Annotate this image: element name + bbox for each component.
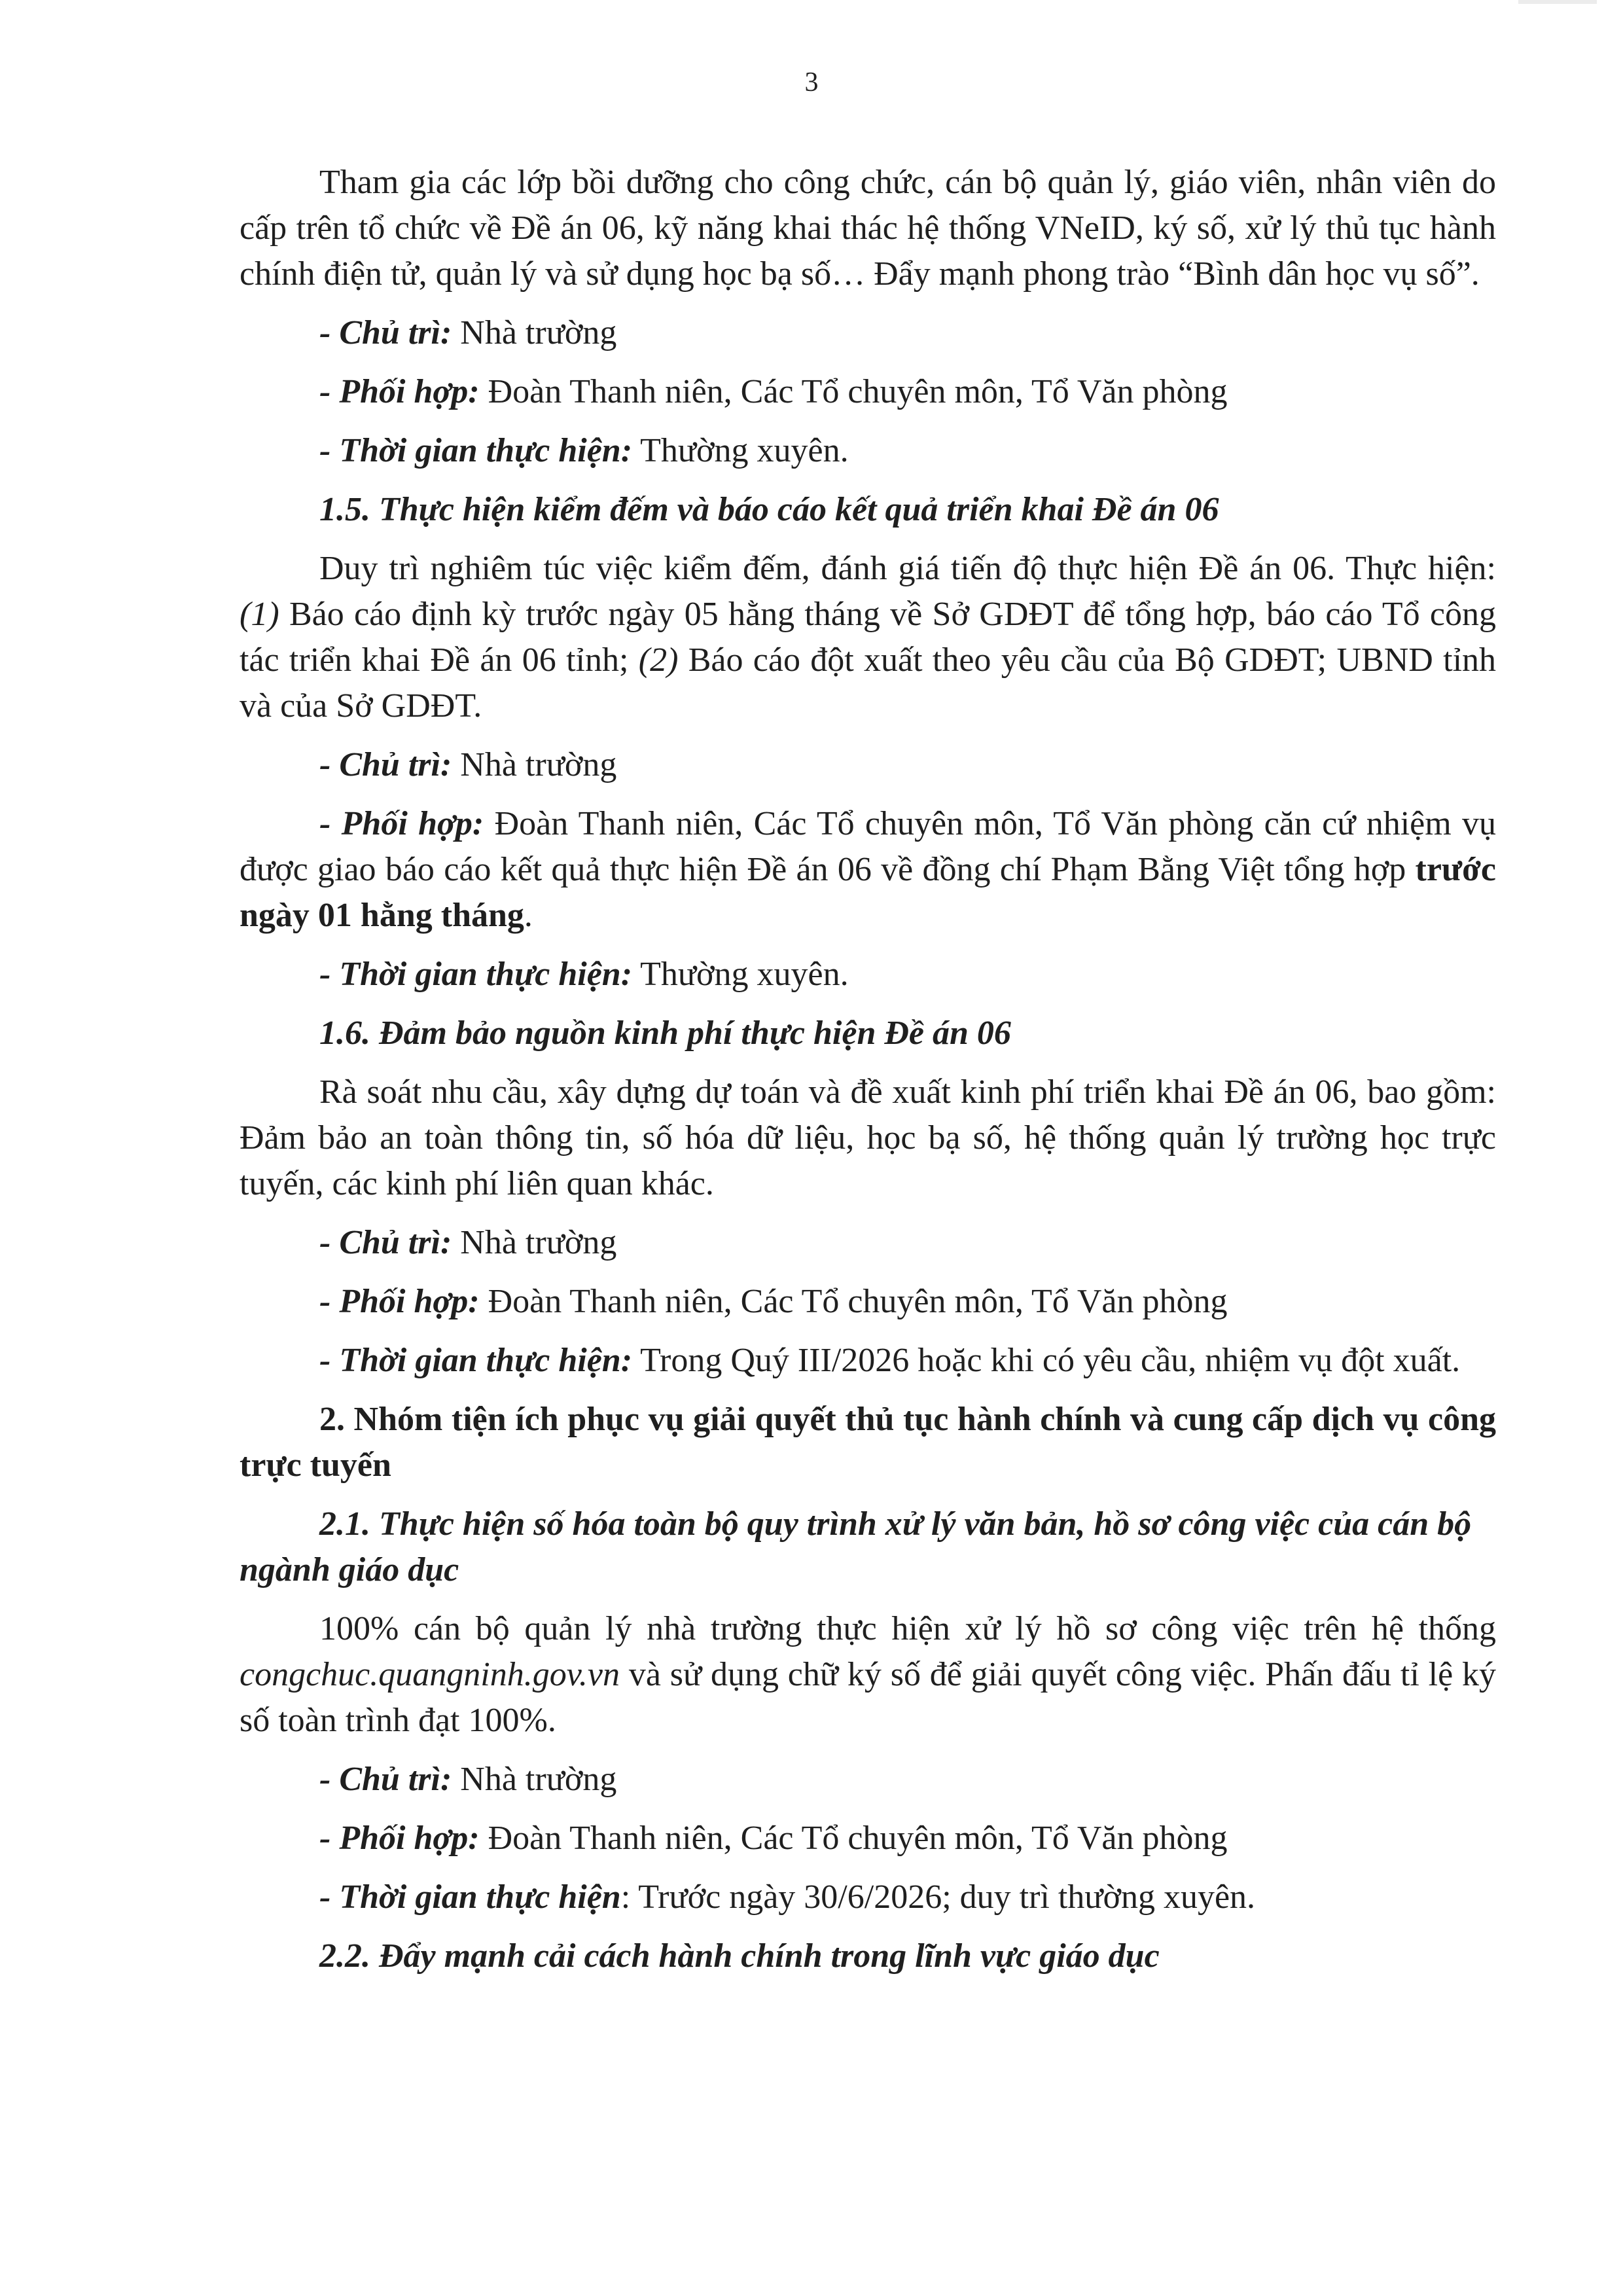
label-phoi-hop: - Phối hợp:	[319, 1820, 480, 1857]
reporting-text-b: Báo cáo định kỳ trước ngày 05 hằng tháng về Sở GDĐT để tổng hợp, báo cáo Tổ công tác triển khai Đề án 06 tỉnh;	[240, 596, 1497, 679]
paragraph-budget: Rà soát nhu cầu, xây dựng dự toán và đề xuất kinh phí triển khai Đề án 06, bao gồm: Đảm bảo an toàn thông tin, số hóa dữ liệu, học bạ số, hệ thống quản lý trường học trực tuyến, các kinh phí liên quan khác.	[240, 1073, 1496, 1202]
value-thoi-gian: Thường xuyên.	[640, 956, 849, 993]
system-domain: congchuc.quangninh.gov.vn	[240, 1656, 620, 1693]
label-chu-tri: - Chủ trì:	[319, 314, 452, 351]
document-body	[240, 160, 1496, 1992]
value-chu-tri: Nhà trường	[460, 1761, 617, 1798]
value-phoi-hop: Đoàn Thanh niên, Các Tổ chuyên môn, Tổ Văn phòng	[488, 1283, 1228, 1320]
label-phoi-hop: - Phối hợp:	[319, 373, 480, 410]
item-phoi-hop	[240, 369, 1496, 415]
value-phoi-hop: Đoàn Thanh niên, Các Tổ chuyên môn, Tổ Văn phòng	[488, 1820, 1228, 1857]
value-thoi-gian: Trước ngày 30/6/2026; duy trì thường xuyên.	[638, 1878, 1256, 1916]
item-chu-tri	[240, 1757, 1496, 1803]
value-chu-tri: Nhà trường	[460, 314, 617, 351]
heading-1-5: 1.5. Thực hiện kiểm đếm và báo cáo kết quả triển khai Đề án 06	[319, 491, 1219, 528]
item-thoi-gian	[240, 428, 1496, 474]
item-thoi-gian	[240, 952, 1496, 997]
label-chu-tri: - Chủ trì:	[319, 746, 452, 783]
sentence-end: .	[524, 897, 533, 934]
item-phoi-hop	[240, 1279, 1496, 1325]
value-thoi-gian: Trong Quý III/2026 hoặc khi có yêu cầu, nhiệm vụ đột xuất.	[640, 1342, 1461, 1379]
page-number: 3	[804, 67, 819, 98]
label-thoi-gian: - Thời gian thực hiện:	[319, 1342, 633, 1379]
label-chu-tri: - Chủ trì:	[319, 1761, 452, 1798]
item-thoi-gian: - Thời gian thực hiện: Trước ngày 30/6/2026; duy trì thường xuyên.	[319, 1878, 1256, 1916]
value-chu-tri: Nhà trường	[460, 1224, 617, 1261]
scan-edge-mark	[1518, 0, 1597, 9]
label-phoi-hop: - Phối hợp:	[319, 1283, 480, 1320]
item-phoi-hop	[240, 801, 1496, 939]
paragraph-reporting	[240, 546, 1496, 729]
label-thoi-gian: - Thời gian thực hiện:	[319, 432, 633, 469]
label-chu-tri: - Chủ trì:	[319, 1224, 452, 1261]
value-phoi-hop: Đoàn Thanh niên, Các Tổ chuyên môn, Tổ Văn phòng	[488, 373, 1228, 410]
reporting-text-c: Báo cáo đột xuất theo yêu cầu của Bộ GDĐT; UBND tỉnh và của Sở GDĐT.	[240, 641, 1497, 725]
deadline-emphasis: trước ngày 01 hằng tháng	[240, 851, 1496, 934]
item-chu-tri	[240, 310, 1496, 356]
value-chu-tri: Nhà trường	[460, 746, 617, 783]
paragraph-training: Tham gia các lớp bồi dưỡng cho công chức, cán bộ quản lý, giáo viên, nhân viên do cấp trên tổ chức về Đề án 06, kỹ năng khai thác hệ thống VNeID, ký số, xử lý thủ tục hành chính điện tử, quản lý và sử dụng học bạ số… Đẩy mạnh phong trào “Bình dân học vụ số”.	[240, 164, 1496, 293]
heading-2-2: 2.2. Đẩy mạnh cải cách hành chính trong lĩnh vực giáo dục	[319, 1937, 1160, 1975]
value-thoi-gian: Thường xuyên.	[640, 432, 849, 469]
item-phoi-hop	[240, 1816, 1496, 1861]
label-thoi-gian: - Thời gian thực hiện:	[319, 956, 633, 993]
item-chu-tri	[240, 1220, 1496, 1266]
item-thoi-gian	[240, 1338, 1496, 1384]
heading-2: 2. Nhóm tiện ích phục vụ giải quyết thủ tục hành chính và cung cấp dịch vụ công trực tuyến	[240, 1401, 1496, 1484]
item-chu-tri	[240, 742, 1496, 788]
reporting-number-1: (1)	[240, 596, 279, 633]
heading-2-1: 2.1. Thực hiện số hóa toàn bộ quy trình xử lý văn bản, hồ sơ công việc của cán bộ ngành giáo dục	[240, 1505, 1472, 1588]
label-thoi-gian: - Thời gian thực hiện	[319, 1878, 621, 1916]
heading-1-6: 1.6. Đảm bảo nguồn kinh phí thực hiện Đề án 06	[319, 1014, 1011, 1052]
value-phoi-hop: Đoàn Thanh niên, Các Tổ chuyên môn, Tổ Văn phòng căn cứ nhiệm vụ được giao báo cáo kết quả thực hiện Đề án 06 về đồng chí Phạm Bằng Việt tổng hợp	[240, 805, 1496, 888]
paragraph-digital-signing	[240, 1606, 1496, 1744]
label-phoi-hop: - Phối hợp:	[319, 805, 484, 842]
reporting-text-a: Duy trì nghiêm túc việc kiểm đếm, đánh giá tiến độ thực hiện Đề án 06. Thực hiện:	[319, 550, 1496, 587]
reporting-number-2: (2)	[638, 641, 679, 679]
signing-text-b: và sử dụng chữ ký số để giải quyết công việc. Phấn đấu tỉ lệ ký số toàn trình đạt 100%.	[240, 1656, 1496, 1739]
signing-text-a: 100% cán bộ quản lý nhà trường thực hiện xử lý hồ sơ công việc trên hệ thống	[319, 1610, 1496, 1647]
